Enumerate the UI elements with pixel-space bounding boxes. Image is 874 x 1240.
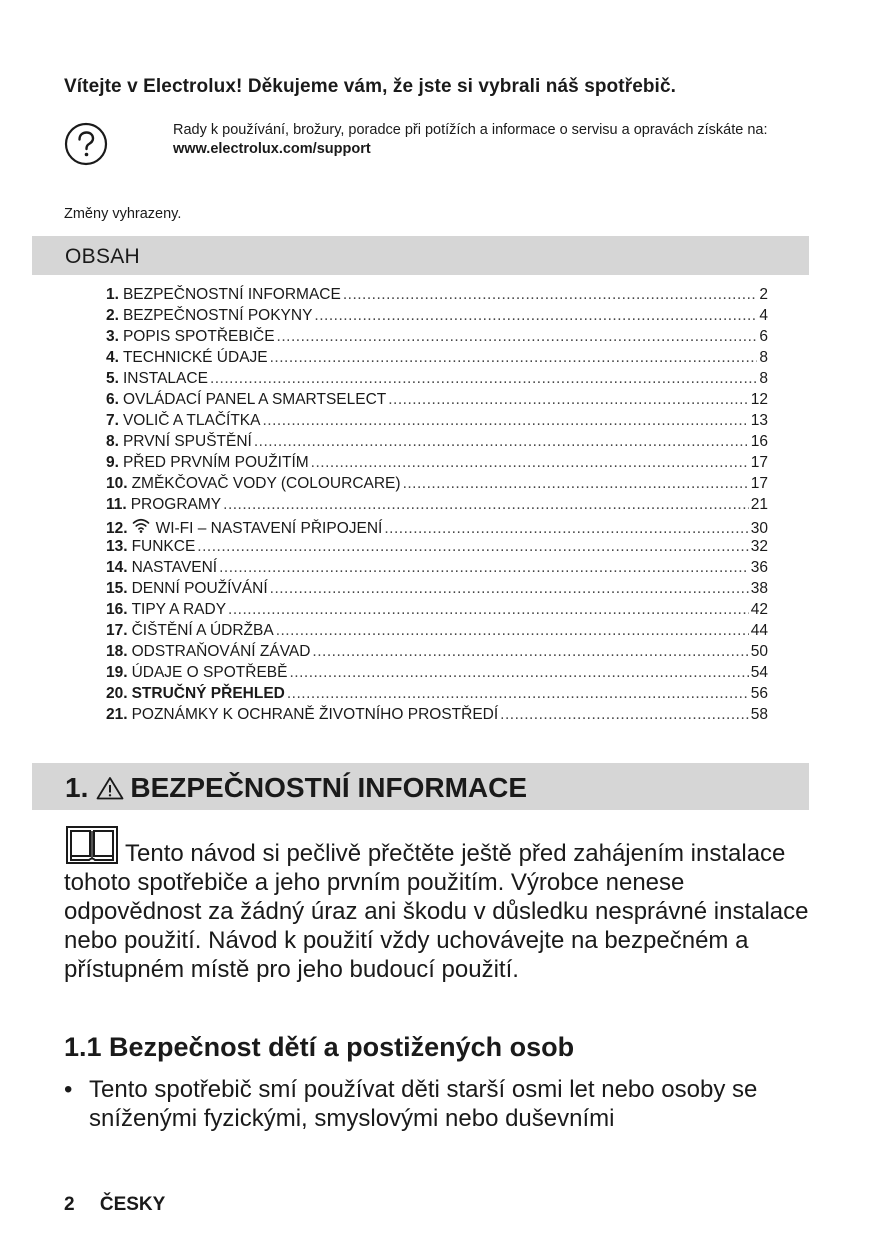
support-text: Rady k používání, brožury, poradce při potížích a informace o servisu a opravách získáte na: xyxy=(173,122,768,138)
toc-item-number: 6. xyxy=(106,391,119,408)
toc-item[interactable] xyxy=(106,349,768,370)
subsection-heading: 1.1 Bezpečnost dětí a postižených osob xyxy=(64,1032,575,1062)
toc-item-label: STRUČNÝ PŘEHLED xyxy=(131,685,285,702)
toc-item-label: NASTAVENÍ xyxy=(131,559,218,576)
toc-leader-dots xyxy=(197,538,748,556)
toc-leader-dots xyxy=(270,349,758,367)
toc-leader-dots xyxy=(270,580,749,598)
toc-item-label: POPIS SPOTŘEBIČE xyxy=(122,328,275,345)
bullet-dot: • xyxy=(64,1076,73,1103)
toc-item-label: TECHNICKÉ ÚDAJE xyxy=(122,349,268,366)
toc-item-label: ZMĚKČOVAČ VODY (COLOURCARE) xyxy=(131,475,401,492)
toc-item[interactable] xyxy=(106,517,768,538)
toc-item[interactable] xyxy=(106,391,768,412)
toc-item-page: 2 xyxy=(759,286,768,303)
page-number: 2 xyxy=(64,1194,75,1215)
toc-item[interactable] xyxy=(106,685,768,706)
toc-item-label: VOLIČ A TLAČÍTKA xyxy=(122,412,261,429)
toc-leader-dots xyxy=(219,559,749,577)
toc-item-page: 36 xyxy=(750,559,768,576)
toc-item-label: ČIŠTĚNÍ A ÚDRŽBA xyxy=(131,622,274,639)
toc-leader-dots xyxy=(388,391,749,409)
toc-item-label: ODSTRAŇOVÁNÍ ZÁVAD xyxy=(131,643,311,660)
toc-leader-dots xyxy=(314,307,757,325)
toc-item[interactable] xyxy=(106,475,768,496)
table-of-contents xyxy=(106,286,768,727)
toc-leader-dots xyxy=(223,496,749,514)
toc-item-page: 8 xyxy=(759,370,768,387)
section-number: 1. xyxy=(65,772,89,803)
toc-item-number: 14. xyxy=(106,559,128,576)
toc-item-label: POZNÁMKY K OCHRANĚ ŽIVOTNÍHO PROSTŘEDÍ xyxy=(131,706,499,723)
toc-item-page: 8 xyxy=(759,349,768,366)
toc-item[interactable] xyxy=(106,370,768,391)
support-link[interactable]: www.electrolux.com/support xyxy=(173,141,371,157)
toc-item-label: FUNKCE xyxy=(131,538,196,555)
toc-item-number: 18. xyxy=(106,643,128,660)
welcome-heading: Vítejte v Electrolux! Děkujeme vám, že jste si vybrali náš spotřebič. xyxy=(64,76,676,97)
toc-item-number: 15. xyxy=(106,580,128,597)
toc-item[interactable] xyxy=(106,664,768,685)
toc-item-number: 16. xyxy=(106,601,128,618)
toc-item-number: 17. xyxy=(106,622,128,639)
toc-item-label: OVLÁDACÍ PANEL A SMARTSELECT xyxy=(122,391,387,408)
section-label: BEZPEČNOSTNÍ INFORMACE xyxy=(130,772,528,803)
toc-item-number: 3. xyxy=(106,328,119,345)
toc-item-number: 4. xyxy=(106,349,119,366)
toc-item-label: PŘED PRVNÍM POUŽITÍM xyxy=(122,454,309,471)
toc-item[interactable] xyxy=(106,286,768,307)
toc-item-label: BEZPEČNOSTNÍ POKYNY xyxy=(122,307,313,324)
toc-item-number: 21. xyxy=(106,706,128,723)
toc-leader-dots xyxy=(384,520,748,538)
support-info xyxy=(173,121,793,159)
toc-item[interactable] xyxy=(106,433,768,454)
toc-item-number: 5. xyxy=(106,370,119,387)
question-icon xyxy=(64,122,108,166)
toc-item[interactable] xyxy=(106,454,768,475)
safety-intro-paragraph: Tento návod si pečlivě přečtěte ještě před zahájením instalace tohoto spotřebiče a jeho prvním použitím. Výrobce nenese odpovědnost za žádný úraz ani škodu v důsledku nesprávné instalace nebo použití. Návod k použití vždy uchovávejte na bezpečném a přístupném místě pro jeho budoucí použití. xyxy=(64,840,809,983)
toc-item-number: 1. xyxy=(106,286,119,303)
toc-item-page: 44 xyxy=(750,622,768,639)
toc-item[interactable] xyxy=(106,601,768,622)
toc-item[interactable] xyxy=(106,559,768,580)
toc-leader-dots xyxy=(263,412,749,430)
toc-item-page: 32 xyxy=(750,538,768,555)
toc-item[interactable] xyxy=(106,538,768,559)
toc-leader-dots xyxy=(289,664,748,682)
toc-item-page: 17 xyxy=(750,475,768,492)
page-footer xyxy=(64,1194,165,1216)
toc-item[interactable] xyxy=(106,496,768,517)
toc-item-number: 13. xyxy=(106,538,128,555)
toc-item-number: 2. xyxy=(106,307,119,324)
toc-item-page: 13 xyxy=(750,412,768,429)
toc-item[interactable] xyxy=(106,706,768,727)
toc-item-page: 56 xyxy=(750,685,768,702)
toc-item-label: WI-FI – NASTAVENÍ PŘIPOJENÍ xyxy=(155,520,383,537)
toc-item-number: 7. xyxy=(106,412,119,429)
toc-item-label: BEZPEČNOSTNÍ INFORMACE xyxy=(122,286,341,303)
toc-leader-dots xyxy=(254,433,749,451)
toc-item-page: 21 xyxy=(750,496,768,513)
bullet-item xyxy=(64,1075,824,1133)
toc-item-label: PRVNÍ SPUŠTĚNÍ xyxy=(122,433,252,450)
toc-leader-dots xyxy=(276,622,749,640)
toc-leader-dots xyxy=(312,643,748,661)
toc-item-number: 11. xyxy=(106,496,127,513)
toc-item[interactable] xyxy=(106,307,768,328)
toc-item-label: INSTALACE xyxy=(122,370,208,387)
toc-leader-dots xyxy=(210,370,757,388)
section-header-band xyxy=(32,763,809,810)
toc-item-page: 17 xyxy=(750,454,768,471)
wifi-icon xyxy=(132,517,150,533)
toc-leader-dots xyxy=(311,454,749,472)
changes-notice: Změny vyhrazeny. xyxy=(64,206,182,222)
toc-leader-dots xyxy=(228,601,749,619)
toc-item-number: 19. xyxy=(106,664,128,681)
toc-item-page: 30 xyxy=(750,520,768,537)
toc-item-label: PROGRAMY xyxy=(130,496,222,513)
toc-item-page: 50 xyxy=(750,643,768,660)
toc-item-number: 10. xyxy=(106,475,128,492)
section-title xyxy=(65,772,527,804)
toc-title: OBSAH xyxy=(65,245,141,268)
toc-item-page: 58 xyxy=(750,706,768,723)
toc-item[interactable] xyxy=(106,643,768,664)
toc-item-page: 6 xyxy=(759,328,768,345)
toc-item-page: 38 xyxy=(750,580,768,597)
toc-item-page: 42 xyxy=(750,601,768,618)
bullet-text: Tento spotřebič smí používat děti starší osmi let nebo osoby se sníženými fyzickými, smyslovými nebo duševními xyxy=(89,1076,758,1132)
toc-item-number: 8. xyxy=(106,433,119,450)
toc-item-label: TIPY A RADY xyxy=(131,601,227,618)
toc-item-number: 12. xyxy=(106,520,128,537)
toc-item-label: DENNÍ POUŽÍVÁNÍ xyxy=(131,580,268,597)
toc-item-number: 9. xyxy=(106,454,119,471)
toc-item-number: 20. xyxy=(106,685,128,702)
toc-leader-dots xyxy=(500,706,749,724)
toc-leader-dots xyxy=(287,685,749,703)
toc-item-page: 12 xyxy=(750,391,768,408)
toc-item[interactable] xyxy=(106,580,768,601)
toc-item[interactable] xyxy=(106,328,768,349)
toc-item[interactable] xyxy=(106,622,768,643)
toc-header-band xyxy=(32,236,809,275)
toc-leader-dots xyxy=(403,475,749,493)
toc-item-page: 4 xyxy=(759,307,768,324)
toc-item-page: 16 xyxy=(750,433,768,450)
toc-item-label: ÚDAJE O SPOTŘEBĚ xyxy=(131,664,288,681)
toc-item-page: 54 xyxy=(750,664,768,681)
toc-leader-dots xyxy=(343,286,758,304)
language-label: ČESKY xyxy=(99,1194,166,1215)
toc-item[interactable] xyxy=(106,412,768,433)
warning-icon xyxy=(96,776,124,800)
toc-leader-dots xyxy=(277,328,758,346)
